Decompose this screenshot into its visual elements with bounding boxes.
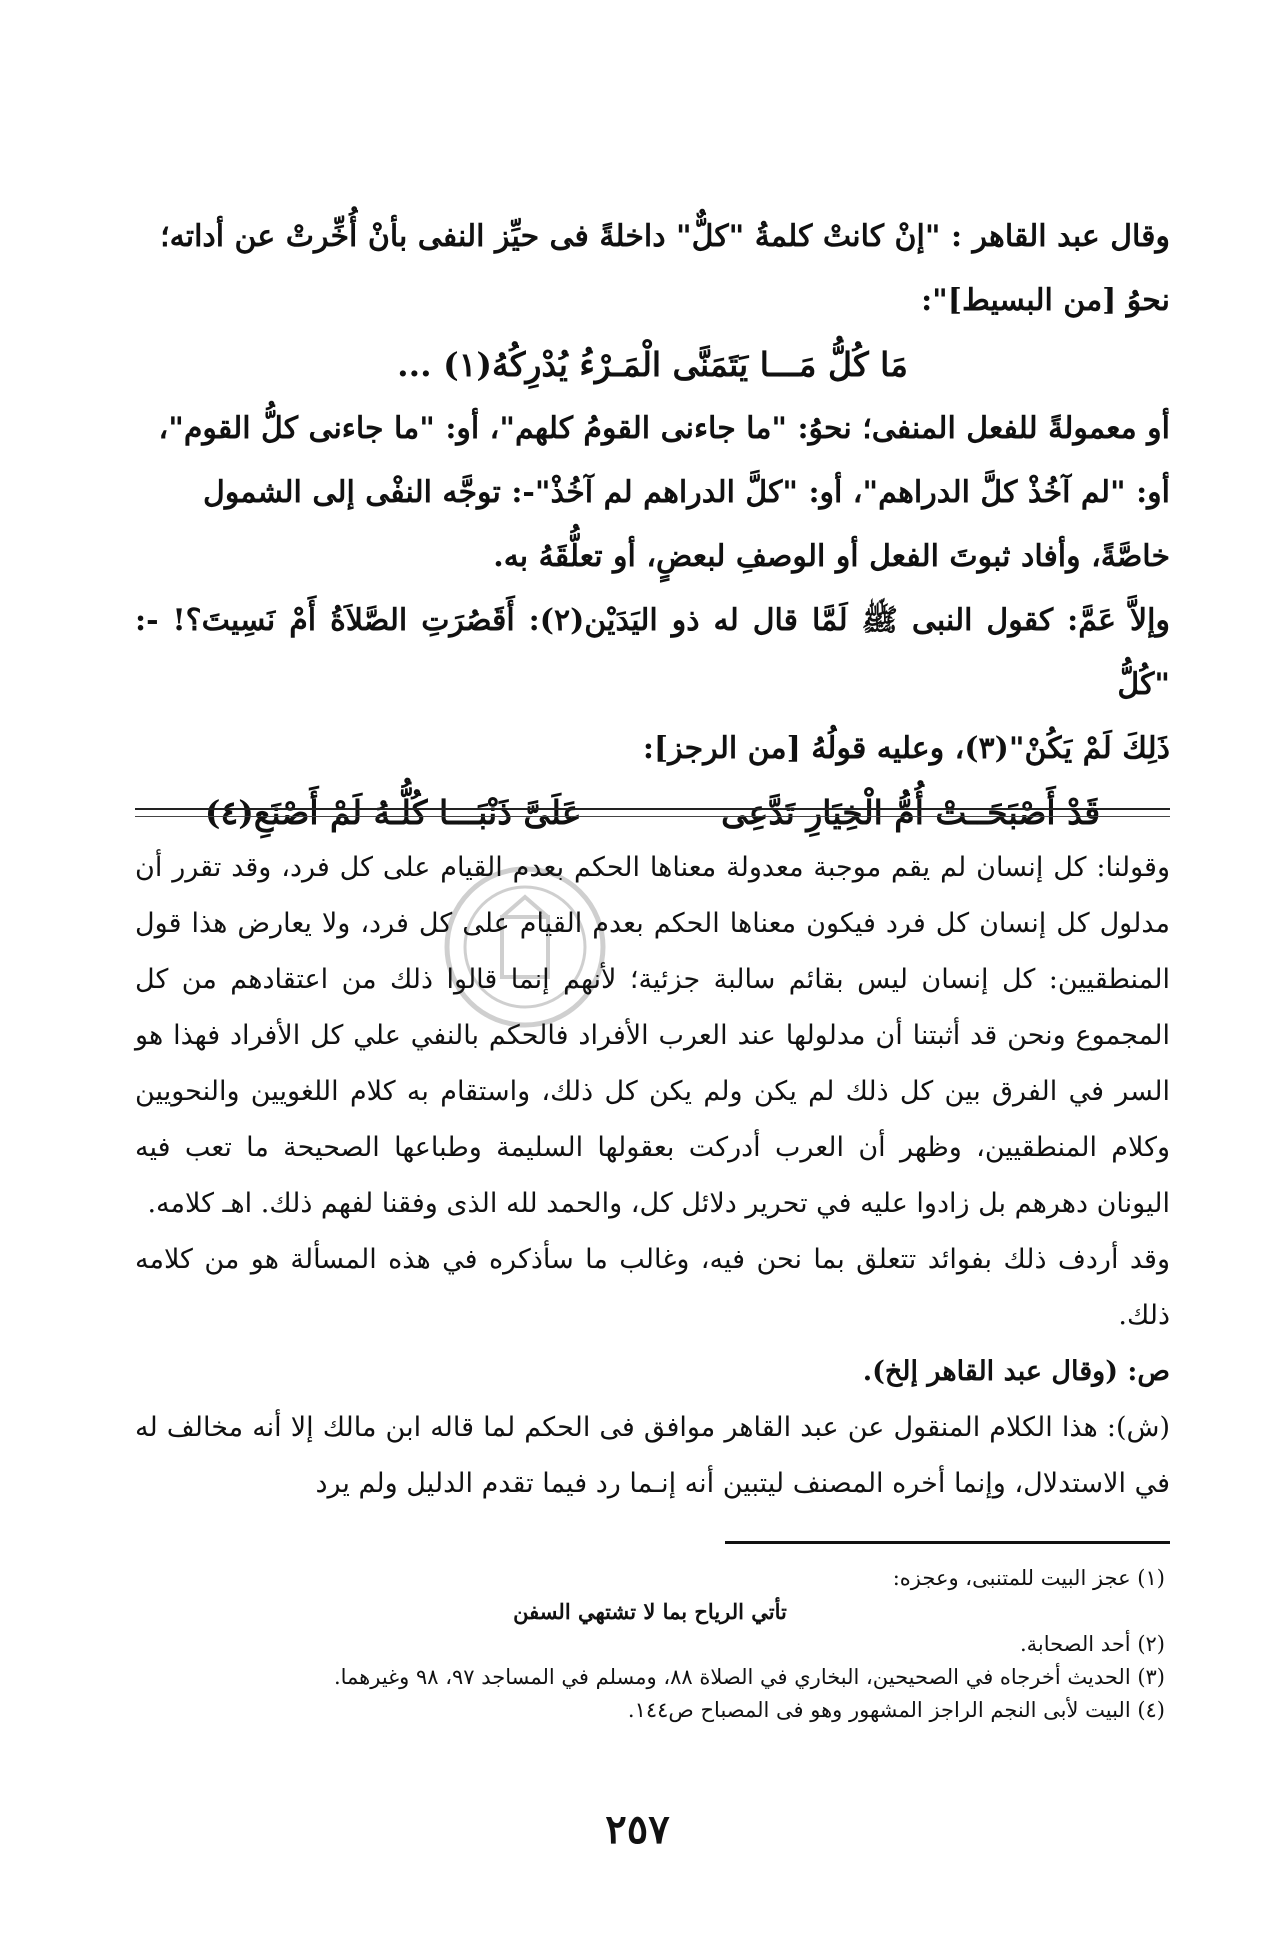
footnote-1: (١) عجز البيت للمتنبى، وعجزه: xyxy=(892,1566,1165,1590)
text-line: خاصَّةً، وأفاد ثبوتَ الفعل أو الوصفِ لبعضٍ، أو تعلُّقَهُ به. xyxy=(493,539,1170,574)
commentary-heading: ص: (وقال عبد القاهر إلخ). xyxy=(862,1356,1170,1387)
section-divider xyxy=(135,808,1170,817)
footnote-1-verse: تأتي الرياح بما لا تشتهي السفن xyxy=(513,1599,787,1624)
commentary-paragraph: (ش): هذا الكلام المنقول عن عبد القاهر موافق فى الحكم لما قاله ابن مالك إلا أنه مخالف له في الاستدلال، وإنما أخره المصنف ليتبين أنه إنـما رد فيما تقدم الدليل ولم يرد xyxy=(135,1412,1170,1499)
footnote-4: (٤) البيت لأبى النجم الراجز المشهور وهو فى المصباح ص١٤٤. xyxy=(627,1698,1165,1722)
page-number: ٢٥٧ xyxy=(605,1806,670,1853)
main-text xyxy=(135,205,1170,845)
text-line: أو معمولةً للفعل المنفى؛ نحوُ: "ما جاءنى القومُ كلهم"، أو: "ما جاءنى كلُّ القوم"، xyxy=(158,411,1170,446)
footnotes xyxy=(135,1562,1165,1727)
text-line: وقال عبد القاهر : "إنْ كانتْ كلمةُ "كلٌّ" داخلةً فى حيِّز النفى بأنْ أُخِّرتْ عن أداته؛ xyxy=(160,219,1170,254)
text-line: ذَلِكَ لَمْ يَكُنْ"(٣)، وعليه قولُهُ [من الرجز]: xyxy=(642,731,1170,766)
commentary-text xyxy=(135,840,1170,1512)
commentary-paragraph: وقد أردف ذلك بفوائد تتعلق بما نحن فيه، وغالب ما سأذكره في هذه المسألة هو من كلامه ذلك. xyxy=(135,1244,1170,1331)
text-line: نحوُ [من البسيط]": xyxy=(921,283,1170,318)
text-line: أو: "لم آخُذْ كلَّ الدراهم"، أو: "كلَّ الدراهم لم آخُذْ"-: توجَّه النفْى إلى الشمول xyxy=(203,475,1170,510)
verse-line: مَا كُلُّ مَـــا يَتَمَنَّى الْمَـرْءُ يُدْرِكُهُ(١) ... xyxy=(397,345,908,384)
footnote-2: (٢) أحد الصحابة. xyxy=(1019,1632,1165,1656)
verse-hemistich-left: عَلَىَّ ذَنْبَـــا كُلُّـهُ لَمْ أَصْنَعِ(٤) xyxy=(204,793,582,832)
footnote-divider xyxy=(725,1541,1170,1544)
commentary-paragraph: وقولنا: كل إنسان لم يقم موجبة معدولة معناها الحكم بعدم القيام على كل فرد، وقد تقرر أن مدلول كل إنسان كل فرد فيكون معناها الحكم بعدم القيام على كل فرد، ولا يعارض هذا قول المنطقيين: كل إنسان ليس بقائم سالبة جزئية؛ لأنهم إنما قالوا ذلك من اعتقادهم من كل المجموع ونحن قد أثبتنا أن مدلولها عند العرب الأفراد فالحكم بالنفي علي كل الأفراد فهذا هو السر في الفرق بين كل ذلك لم يكن ولم يكن كل ذلك، واستقام به كلام اللغويين والنحويين وكلام المنطقيين، وظهر أن العرب أدركت بعقولها السليمة وطباعها الصحيحة ما تعب فيه اليونان دهرهم بل زادوا عليه في تحرير دلائل كل، والحمد لله الذى وفقنا لفهم ذلك. اهـ كلامه. xyxy=(135,852,1170,1219)
footnote-3: (٣) الحديث أخرجاه في الصحيحين، البخاري في الصلاة ٨٨، ومسلم في المساجد ٩٧، ٩٨ وغيرهما. xyxy=(333,1665,1165,1689)
text-line: وإلاَّ عَمَّ: كقول النبى ﷺ لَمَّا قال له ذو اليَدَيْن(٢): أَقَصُرَتِ الصَّلاَةُ أَمْ نَسِيتَ؟! -: "كُلُّ xyxy=(135,603,1170,702)
verse-hemistich-right: قَدْ أَصْبَحَــتْ أُمُّ الْخِيَارِ تَدَّعِى xyxy=(721,793,1101,832)
